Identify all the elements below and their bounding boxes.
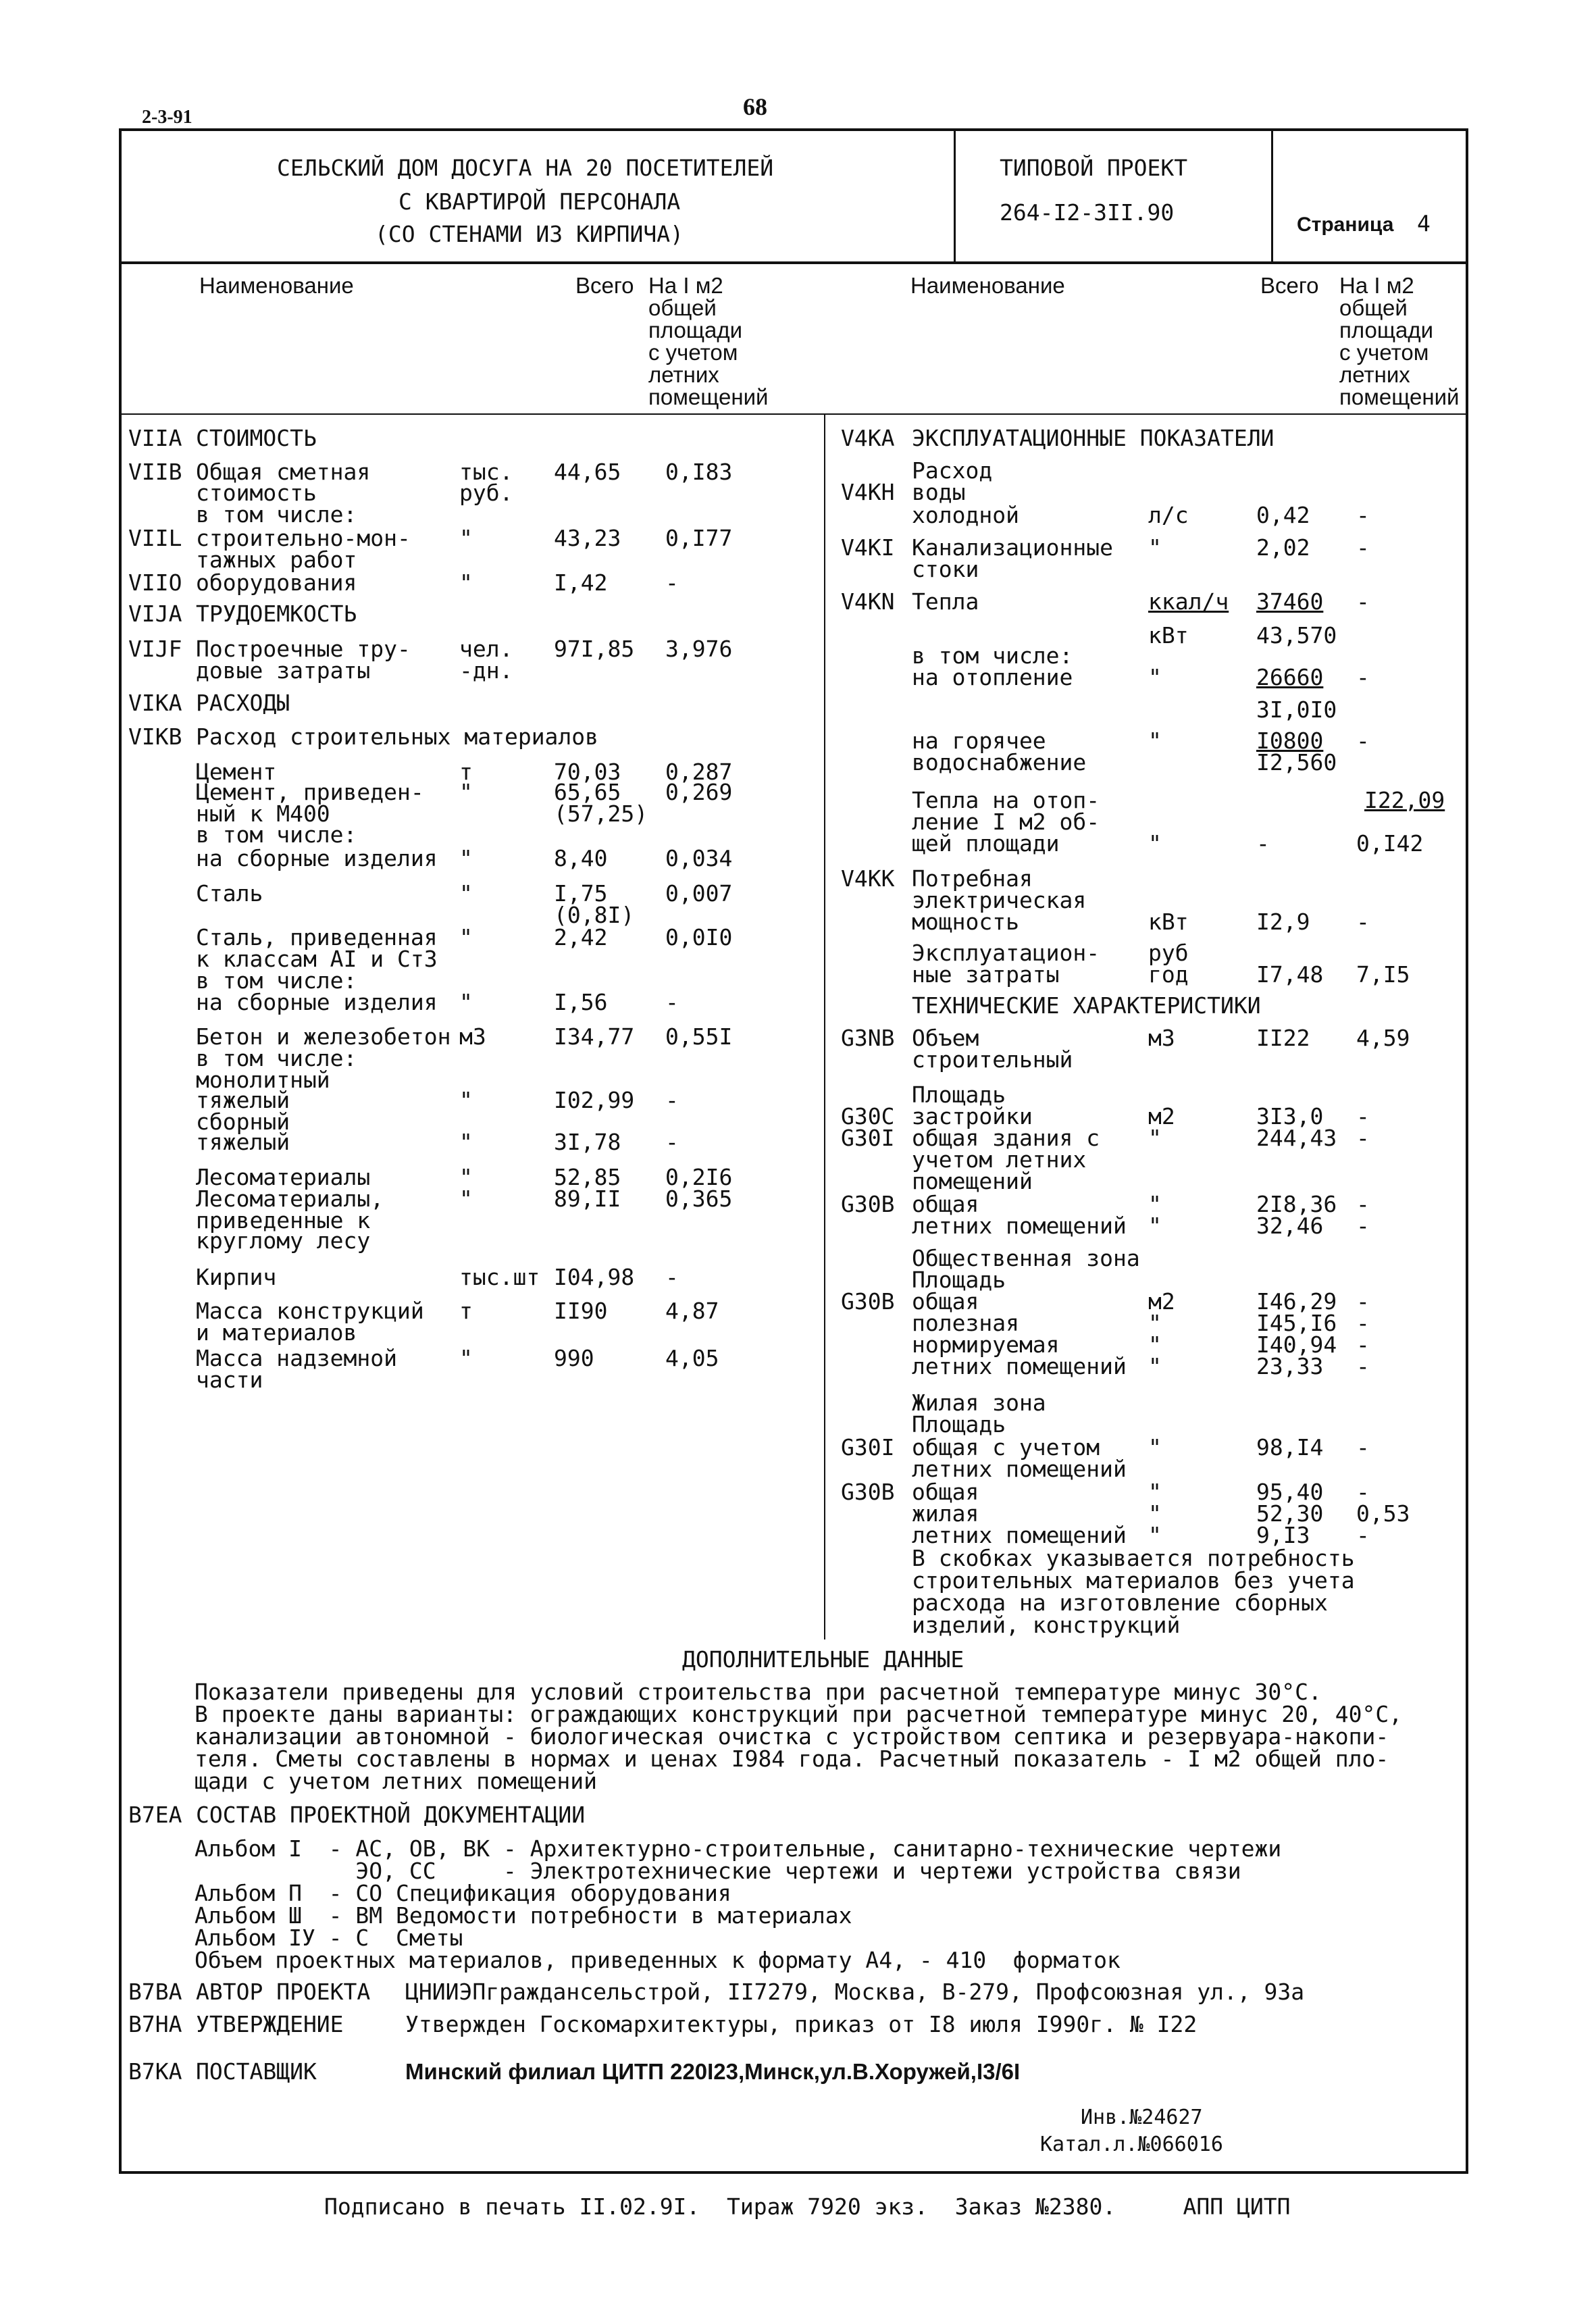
right-row-unit: " bbox=[1148, 1191, 1162, 1217]
right-row-per-m2: - bbox=[1356, 1353, 1370, 1379]
left-row-name: тажных работ bbox=[196, 547, 357, 573]
left-row-name: тяжелый bbox=[196, 1129, 290, 1155]
composition-line: Альбом Ш - ВМ Ведомости потребности в материалах bbox=[195, 1902, 852, 1929]
title-line-3: (СО СТЕНАМИ ИЗ КИРПИЧА) bbox=[375, 221, 684, 247]
right-row-per-m2: 7,I5 bbox=[1356, 961, 1410, 988]
right-row-name: нормируемая bbox=[912, 1331, 1060, 1358]
extra-line: Показатели приведены для условий строительства при расчетной температуре минус 30°С. bbox=[195, 1679, 1322, 1705]
right-row-unit: " bbox=[1148, 1522, 1162, 1548]
left-row-unit: " bbox=[459, 1087, 473, 1113]
footer-imprint: Подписано в печать II.02.9I. Тираж 7920 экз. Заказ №2380. АПП ЦИТП bbox=[324, 2193, 1291, 2220]
left-row-per-m2: 0,269 bbox=[665, 779, 733, 805]
catalog-number: Катал.л.№066016 bbox=[1040, 2133, 1223, 2156]
right-row-per-m2: - bbox=[1356, 502, 1370, 528]
left-row-total: 89,II bbox=[554, 1186, 621, 1212]
left-row-code: VIIA bbox=[128, 425, 182, 451]
extra-title: ДОПОЛНИТЕЛЬНЫЕ ДАННЫЕ bbox=[682, 1646, 964, 1673]
right-row-name: Общественная зона bbox=[912, 1245, 1140, 1271]
right-row-per-m2: - bbox=[1356, 1103, 1370, 1129]
left-row-total: I34,77 bbox=[554, 1023, 635, 1050]
col-per-left-line: с учетом bbox=[648, 340, 738, 365]
right-row-name: строительный bbox=[912, 1046, 1073, 1073]
right-row-name: Жилая зона bbox=[912, 1390, 1046, 1416]
right-row-total: 0,42 bbox=[1256, 502, 1310, 528]
left-row-name: Расход строительных материалов bbox=[196, 723, 599, 750]
author-text: ЦНИИЭПграждансельстрой, II7279, Москва, В-279, Профсоюзная ул., 93а bbox=[405, 1979, 1305, 2005]
composition-title: СОСТАВ ПРОЕКТНОЙ ДОКУМЕНТАЦИИ bbox=[196, 1802, 586, 1828]
right-row-total: I46,29 bbox=[1256, 1288, 1337, 1315]
left-row-name: монолитный bbox=[196, 1067, 330, 1093]
left-row-unit: т bbox=[459, 1298, 473, 1324]
right-row-total: I7,48 bbox=[1256, 961, 1324, 988]
right-row-name: Площадь bbox=[912, 1082, 1006, 1108]
col-per-left-line: площади bbox=[648, 317, 743, 342]
left-row-code: VIJF bbox=[128, 636, 182, 662]
right-row-total: - bbox=[1256, 830, 1270, 857]
left-row-name: на сборные изделия bbox=[196, 989, 438, 1015]
right-row-unit: ккал/ч bbox=[1148, 588, 1229, 615]
left-row-name: в том числе: bbox=[196, 501, 357, 528]
left-row-code: VIIL bbox=[128, 525, 182, 551]
left-row-unit: " bbox=[459, 880, 473, 907]
left-row-total: I,56 bbox=[554, 989, 608, 1015]
right-row-name: летних помещений bbox=[912, 1353, 1127, 1379]
right-row-unit: руб bbox=[1148, 940, 1189, 966]
left-row-code: VIIO bbox=[128, 569, 182, 596]
left-row-name: Цемент, приведен- bbox=[196, 779, 424, 805]
right-row-code: G30I bbox=[841, 1125, 895, 1151]
project-number: 264-I2-3II.90 bbox=[1000, 199, 1175, 226]
left-row-name: сборный bbox=[196, 1109, 290, 1135]
left-row-unit: м3 bbox=[459, 1023, 486, 1050]
right-row-code: G30B bbox=[841, 1191, 895, 1217]
left-row-name: ный к М400 bbox=[196, 800, 330, 827]
col-per-left-line: общей bbox=[648, 295, 717, 320]
right-row-name: жилая bbox=[912, 1500, 979, 1527]
right-row-name: летних помещений bbox=[912, 1456, 1127, 1482]
right-row-total: 95,40 bbox=[1256, 1479, 1324, 1505]
extra-line: теля. Сметы составлены в нормах и ценах I984 года. Расчетный показатель - I м2 общей пло- bbox=[195, 1746, 1389, 1772]
left-row-name: на сборные изделия bbox=[196, 845, 438, 871]
col-per-left-line: летних bbox=[648, 362, 719, 387]
left-row-per-m2: 4,05 bbox=[665, 1345, 719, 1371]
left-row-name: тяжелый bbox=[196, 1087, 290, 1113]
left-row-total: I04,98 bbox=[554, 1264, 635, 1290]
left-row-name: в том числе: bbox=[196, 967, 357, 994]
note-line: строительных материалов без учета bbox=[912, 1567, 1355, 1594]
extra-line: щади с учетом летних помещений bbox=[195, 1768, 598, 1794]
right-row-unit: " bbox=[1148, 1125, 1162, 1151]
left-row-per-m2: - bbox=[665, 1264, 679, 1290]
col-per-right-line: помещений bbox=[1339, 384, 1460, 409]
right-row-unit: " bbox=[1148, 830, 1162, 857]
left-row-name: оборудования bbox=[196, 569, 357, 596]
right-row-unit: " bbox=[1148, 1331, 1162, 1358]
supplier-text: Минский филиал ЦИТП 220I23,Минск,ул.В.Хоружей,I3/6I bbox=[405, 2059, 1021, 2084]
right-row-per-m2: - bbox=[1356, 664, 1370, 690]
page-number: 68 bbox=[743, 93, 767, 120]
title-line-2: С КВАРТИРОЙ ПЕРСОНАЛА bbox=[398, 188, 681, 215]
right-row-per-m2: 0,I42 bbox=[1356, 830, 1424, 857]
left-row-name: Сталь, приведенная bbox=[196, 924, 438, 950]
right-row-unit: " bbox=[1148, 728, 1162, 754]
page-value: 4 bbox=[1417, 210, 1431, 236]
left-row-total: (57,25) bbox=[554, 800, 648, 827]
left-row-name: Лесоматериалы, bbox=[196, 1186, 384, 1212]
right-row-name: ЭКСПЛУАТАЦИОННЫЕ ПОКАЗАТЕЛИ bbox=[912, 425, 1275, 451]
right-row-name: ление I м2 об- bbox=[912, 809, 1100, 835]
left-row-unit: " bbox=[459, 1164, 473, 1190]
right-row-per-m2: - bbox=[1356, 1310, 1370, 1336]
left-row-name: ТРУДОЕМКОСТЬ bbox=[196, 601, 357, 627]
author-code: B7BA bbox=[128, 1979, 182, 2005]
col-name-right: Наименование bbox=[910, 273, 1065, 298]
left-row-name: круглому лесу bbox=[196, 1227, 371, 1254]
right-row-per-m2: - bbox=[1356, 1522, 1370, 1548]
right-row-per-m2: - bbox=[1356, 1479, 1370, 1505]
left-row-unit: -дн. bbox=[459, 657, 513, 684]
left-row-name: Построечные тру- bbox=[196, 636, 411, 662]
left-row-name: части bbox=[196, 1367, 263, 1393]
left-row-unit: руб. bbox=[459, 480, 513, 506]
composition-line: Альбом I - АС, ОВ, ВК - Архитектурно-строительные, санитарно-технические чертежи bbox=[195, 1835, 1282, 1862]
left-row-code: VIJA bbox=[128, 601, 182, 627]
left-row-unit: " bbox=[459, 779, 473, 805]
col-per-left-line: помещений bbox=[648, 384, 769, 409]
left-row-name: стоимость bbox=[196, 480, 317, 506]
right-row-total: 37460 bbox=[1256, 588, 1324, 615]
right-row-total: 23,33 bbox=[1256, 1353, 1324, 1379]
left-row-per-m2: 3,976 bbox=[665, 636, 733, 662]
left-row-unit: чел. bbox=[459, 636, 513, 662]
right-row-name: Тепла на отоп- bbox=[912, 787, 1100, 813]
left-row-code: VIKA bbox=[128, 690, 182, 716]
composition-line: Альбом П - СО Спецификация оборудования bbox=[195, 1880, 731, 1906]
right-row-total: I40,94 bbox=[1256, 1331, 1337, 1358]
right-row-total: 32,46 bbox=[1256, 1213, 1324, 1239]
right-row-name: мощность bbox=[912, 909, 1019, 935]
right-row-name: стоки bbox=[912, 556, 979, 582]
right-row-name: на горячее bbox=[912, 728, 1046, 754]
project-label: ТИПОВОЙ ПРОЕКТ bbox=[1000, 155, 1188, 181]
left-row-per-m2: 0,007 bbox=[665, 880, 733, 907]
right-row-per-m2: 0,53 bbox=[1356, 1500, 1410, 1527]
right-row-name: воды bbox=[912, 479, 966, 505]
left-row-unit: " bbox=[459, 525, 473, 551]
page-label: Страница bbox=[1297, 213, 1394, 236]
left-row-total: 43,23 bbox=[554, 525, 621, 551]
right-row-total: I45,I6 bbox=[1256, 1310, 1337, 1336]
col-total-right: Всего bbox=[1260, 273, 1319, 298]
right-row-per-m2: - bbox=[1356, 1125, 1370, 1151]
left-row-per-m2: 0,I83 bbox=[665, 459, 733, 485]
left-row-unit: " bbox=[459, 1129, 473, 1155]
right-row-unit: кВт bbox=[1148, 909, 1189, 935]
col-per-left-line: На I м2 bbox=[648, 273, 723, 298]
extra-line: канализации автономной - биологическая очистка с устройством септика и резервуара-накопи- bbox=[195, 1723, 1389, 1750]
left-row-total: I02,99 bbox=[554, 1087, 635, 1113]
right-row-unit: " bbox=[1148, 534, 1162, 561]
left-row-name: Общая сметная bbox=[196, 459, 371, 485]
left-row-unit: тыс. bbox=[459, 459, 513, 485]
right-row-name: Потребная bbox=[912, 865, 1033, 892]
left-row-per-m2: - bbox=[665, 1129, 679, 1155]
right-row-unit: год bbox=[1148, 961, 1189, 988]
right-row-total: 3I,0I0 bbox=[1256, 696, 1337, 723]
extra-line: В проекте даны варианты: ограждающих конструкций при расчетной температуре минус 20, 40°С, bbox=[195, 1701, 1403, 1727]
right-row-name: в том числе: bbox=[912, 642, 1073, 669]
left-row-name: в том числе: bbox=[196, 821, 357, 848]
right-row-per-m2: - bbox=[1356, 728, 1370, 754]
left-row-name: Масса надземной bbox=[196, 1345, 398, 1371]
right-row-per-m2: - bbox=[1356, 588, 1370, 615]
left-row-total: 97I,85 bbox=[554, 636, 635, 662]
right-row-unit: " bbox=[1148, 1310, 1162, 1336]
left-row-total: I,75 bbox=[554, 880, 608, 907]
right-row-name: электрическая bbox=[912, 887, 1087, 913]
right-row-name: полезная bbox=[912, 1310, 1019, 1336]
left-row-name: довые затраты bbox=[196, 657, 371, 684]
right-row-code: V4KI bbox=[841, 534, 895, 561]
right-row-total: 2,02 bbox=[1256, 534, 1310, 561]
note-line: расхода на изготовление сборных bbox=[912, 1590, 1328, 1616]
right-row-unit: " bbox=[1148, 1434, 1162, 1460]
left-row-unit: " bbox=[459, 1345, 473, 1371]
left-row-unit: " bbox=[459, 845, 473, 871]
left-row-unit: т bbox=[459, 759, 473, 785]
left-row-name: Масса конструкций bbox=[196, 1298, 424, 1324]
right-row-name: помещений bbox=[912, 1168, 1033, 1194]
right-row-per-m2: I22,09 bbox=[1364, 787, 1445, 813]
right-row-name: общая bbox=[912, 1288, 979, 1315]
left-row-name: приведенные к bbox=[196, 1207, 371, 1234]
left-row-unit: " bbox=[459, 924, 473, 950]
right-row-unit: м2 bbox=[1148, 1288, 1175, 1315]
right-row-unit: " bbox=[1148, 664, 1162, 690]
right-row-total: I2,560 bbox=[1256, 749, 1337, 776]
approval-text: Утвержден Госкомархитектуры, приказ от I8 июля I990г. № I22 bbox=[405, 2011, 1198, 2037]
right-row-name: общая bbox=[912, 1191, 979, 1217]
left-row-total: 70,03 bbox=[554, 759, 621, 785]
right-row-name: Площадь bbox=[912, 1411, 1006, 1438]
right-row-name: щей площади bbox=[912, 830, 1060, 857]
composition-line: Альбом IУ - С Сметы bbox=[195, 1925, 463, 1951]
left-row-name: Бетон и железобетон bbox=[196, 1023, 451, 1050]
right-row-name: учетом летних bbox=[912, 1146, 1087, 1173]
left-row-unit: тыс.шт bbox=[459, 1264, 540, 1290]
col-per-right-line: общей bbox=[1339, 295, 1408, 320]
right-row-name: Тепла bbox=[912, 588, 979, 615]
left-row-per-m2: - bbox=[665, 989, 679, 1015]
left-row-per-m2: - bbox=[665, 1087, 679, 1113]
right-row-per-m2: - bbox=[1356, 909, 1370, 935]
right-row-name: на отопление bbox=[912, 664, 1073, 690]
right-row-total: 244,43 bbox=[1256, 1125, 1337, 1151]
supplier-title: ПОСТАВЩИК bbox=[196, 2058, 317, 2085]
note-line: В скобках указывается потребность bbox=[912, 1545, 1355, 1571]
right-row-name: холодной bbox=[912, 502, 1019, 528]
left-row-per-m2: 4,87 bbox=[665, 1298, 719, 1324]
right-row-name: летних помещений bbox=[912, 1213, 1127, 1239]
right-row-per-m2: - bbox=[1356, 534, 1370, 561]
right-row-code: V4KA bbox=[841, 425, 895, 451]
right-row-code: G30B bbox=[841, 1288, 895, 1315]
left-row-name: в том числе: bbox=[196, 1045, 357, 1071]
col-per-right-line: с учетом bbox=[1339, 340, 1429, 365]
author-title: АВТОР ПРОЕКТА bbox=[196, 1979, 371, 2005]
right-row-name: ТЕХНИЧЕСКИЕ ХАРАКТЕРИСТИКИ bbox=[912, 992, 1261, 1019]
right-row-total: 43,570 bbox=[1256, 622, 1337, 649]
left-row-total: 52,85 bbox=[554, 1164, 621, 1190]
right-row-total: 9,I3 bbox=[1256, 1522, 1310, 1548]
right-row-name: Канализационные bbox=[912, 534, 1114, 561]
right-row-unit: " bbox=[1148, 1500, 1162, 1527]
right-row-total: I0800 bbox=[1256, 728, 1324, 754]
right-row-unit: " bbox=[1148, 1213, 1162, 1239]
left-row-total: 8,40 bbox=[554, 845, 608, 871]
col-name-left: Наименование bbox=[199, 273, 354, 298]
left-row-name: и материалов bbox=[196, 1319, 357, 1346]
right-row-code: G30B bbox=[841, 1479, 895, 1505]
right-row-name: общая с учетом bbox=[912, 1434, 1100, 1460]
composition-line: ЭО, СС - Электротехнические чертежи и чертежи устройства связи bbox=[195, 1858, 1241, 1884]
composition-line: Объем проектных материалов, приведенных к формату А4, - 410 форматок bbox=[195, 1947, 1121, 1973]
left-row-name: Лесоматериалы bbox=[196, 1164, 371, 1190]
left-row-per-m2: 0,0I0 bbox=[665, 924, 733, 950]
right-row-unit: кВт bbox=[1148, 622, 1189, 649]
right-row-unit: л/с bbox=[1148, 502, 1189, 528]
approval-code: B7HA bbox=[128, 2011, 182, 2037]
right-row-unit: " bbox=[1148, 1479, 1162, 1505]
composition-code: B7EA bbox=[128, 1802, 182, 1828]
right-row-code: G30C bbox=[841, 1103, 895, 1129]
right-row-code: V4KH bbox=[841, 479, 895, 505]
right-row-name: общая здания с bbox=[912, 1125, 1100, 1151]
right-row-code: G30I bbox=[841, 1434, 895, 1460]
right-row-total: 2I8,36 bbox=[1256, 1191, 1337, 1217]
left-row-total: II90 bbox=[554, 1298, 608, 1324]
left-row-name: Сталь bbox=[196, 880, 263, 907]
right-row-name: застройки bbox=[912, 1103, 1033, 1129]
left-row-unit: " bbox=[459, 1186, 473, 1212]
left-row-total: I,42 bbox=[554, 569, 608, 596]
left-row-name: Кирпич bbox=[196, 1264, 277, 1290]
note-line: изделий, конструкций bbox=[912, 1612, 1181, 1638]
left-row-name: к классам АI и Ст3 bbox=[196, 946, 438, 972]
left-row-name: РАСХОДЫ bbox=[196, 690, 290, 716]
right-row-total: 3I3,0 bbox=[1256, 1103, 1324, 1129]
col-per-right-line: площади bbox=[1339, 317, 1434, 342]
left-row-per-m2: - bbox=[665, 569, 679, 596]
left-row-code: VIKB bbox=[128, 723, 182, 750]
left-row-total: 990 bbox=[554, 1345, 594, 1371]
left-row-per-m2: 0,55I bbox=[665, 1023, 733, 1050]
left-row-total: 65,65 bbox=[554, 779, 621, 805]
col-per-right-line: На I м2 bbox=[1339, 273, 1414, 298]
inventory-number: Инв.№24627 bbox=[1081, 2106, 1203, 2129]
left-row-per-m2: 0,287 bbox=[665, 759, 733, 785]
right-row-per-m2: - bbox=[1356, 1288, 1370, 1315]
left-row-name: Цемент bbox=[196, 759, 277, 785]
left-row-per-m2: 0,I77 bbox=[665, 525, 733, 551]
right-row-name: Расход bbox=[912, 457, 993, 484]
left-row-total: 2,42 bbox=[554, 924, 608, 950]
left-row-code: VIIB bbox=[128, 459, 182, 485]
right-row-name: общая bbox=[912, 1479, 979, 1505]
right-row-total: I2,9 bbox=[1256, 909, 1310, 935]
right-row-per-m2: - bbox=[1356, 1331, 1370, 1358]
left-row-total: (0,8I) bbox=[554, 902, 635, 928]
right-row-name: ные затраты bbox=[912, 961, 1060, 988]
right-row-code: G3NB bbox=[841, 1025, 895, 1051]
left-row-total: 3I,78 bbox=[554, 1129, 621, 1155]
right-row-unit: " bbox=[1148, 1353, 1162, 1379]
right-row-code: V4KK bbox=[841, 865, 895, 892]
left-row-total: 44,65 bbox=[554, 459, 621, 485]
right-row-unit: м2 bbox=[1148, 1103, 1175, 1129]
right-row-total: II22 bbox=[1256, 1025, 1310, 1051]
right-row-total: 26660 bbox=[1256, 664, 1324, 690]
left-row-name: строительно-мон- bbox=[196, 525, 411, 551]
right-row-name: Площадь bbox=[912, 1267, 1006, 1293]
page-code: 2-3-91 bbox=[142, 107, 192, 128]
right-row-name: водоснабжение bbox=[912, 749, 1087, 776]
supplier-code: B7KA bbox=[128, 2058, 182, 2085]
left-row-per-m2: 0,365 bbox=[665, 1186, 733, 1212]
left-row-per-m2: 0,2I6 bbox=[665, 1164, 733, 1190]
title-line-1: СЕЛЬСКИЙ ДОМ ДОСУГА НА 20 ПОСЕТИТЕЛЕЙ bbox=[277, 155, 774, 181]
right-row-code: V4KN bbox=[841, 588, 895, 615]
right-row-total: 98,I4 bbox=[1256, 1434, 1324, 1460]
right-row-per-m2: 4,59 bbox=[1356, 1025, 1410, 1051]
right-row-name: Объем bbox=[912, 1025, 979, 1051]
right-row-name: летних помещений bbox=[912, 1522, 1127, 1548]
left-row-per-m2: 0,034 bbox=[665, 845, 733, 871]
right-row-per-m2: - bbox=[1356, 1191, 1370, 1217]
left-row-unit: " bbox=[459, 569, 473, 596]
right-row-unit: м3 bbox=[1148, 1025, 1175, 1051]
right-row-per-m2: - bbox=[1356, 1434, 1370, 1460]
col-per-right-line: летних bbox=[1339, 362, 1410, 387]
right-row-per-m2: - bbox=[1356, 1213, 1370, 1239]
left-row-name: СТОИМОСТЬ bbox=[196, 425, 317, 451]
left-row-unit: " bbox=[459, 989, 473, 1015]
col-total-left: Всего bbox=[575, 273, 634, 298]
right-row-total: 52,30 bbox=[1256, 1500, 1324, 1527]
right-row-name: Эксплуатацион- bbox=[912, 940, 1100, 966]
approval-title: УТВЕРЖДЕНИЕ bbox=[196, 2011, 344, 2037]
